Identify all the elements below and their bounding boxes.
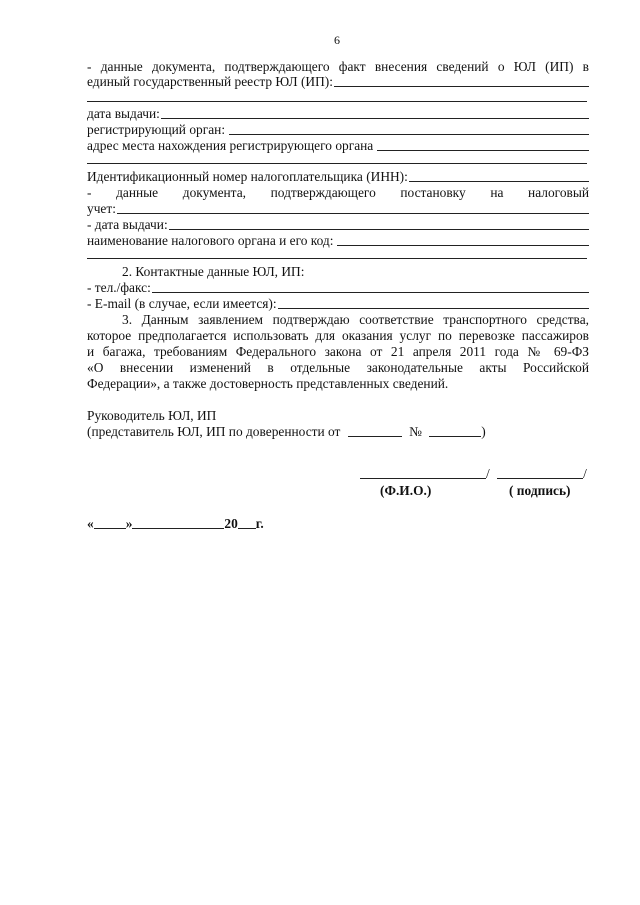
tax-issue-date-field[interactable] <box>169 229 589 230</box>
representative-close: ) <box>481 424 486 439</box>
registry-doc-field[interactable] <box>334 86 589 87</box>
signature-field[interactable] <box>497 478 583 479</box>
year-suffix: г. <box>255 516 264 531</box>
statement-line2: которое предполагается использовать для оказания услуг по перевозке пассажиров <box>87 328 589 343</box>
fio-caption: (Ф.И.О.) <box>380 483 432 498</box>
reg-address-label: адрес места нахождения регистрирующего органа <box>87 138 374 153</box>
reg-authority-row <box>87 123 589 136</box>
proxy-date-field[interactable] <box>348 436 402 437</box>
statement-line4: «О внесении изменений в отдельные законодательные акты Российской <box>87 360 589 375</box>
number-sign: № <box>409 424 422 439</box>
reg-authority-label: регистрирующий орган: <box>87 122 226 137</box>
statement-line5: Федерации», а также достоверность представленных сведений. <box>87 376 449 391</box>
email-label: - E-mail (в случае, если имеется): <box>87 296 277 311</box>
signature-head: Руководитель ЮЛ, ИП <box>87 408 217 423</box>
phone-field[interactable] <box>152 292 589 293</box>
inn-field[interactable] <box>409 181 589 182</box>
statement-line3: и багажа, требованиям Федерального закона от 21 апреля 2011 года № 69-ФЗ <box>87 344 589 359</box>
reg-address-extra-line[interactable] <box>87 163 587 164</box>
tax-authority-field[interactable] <box>337 245 589 246</box>
registry-doc-label: единый государственный реестр ЮЛ (ИП): <box>87 74 333 89</box>
day-field[interactable] <box>94 528 126 529</box>
year-prefix: 20 <box>224 516 238 531</box>
tax-authority-row <box>87 234 589 247</box>
page-number: 6 <box>334 33 340 47</box>
month-field[interactable] <box>132 528 224 529</box>
tax-issue-date-row <box>87 218 589 231</box>
registry-doc-row <box>87 75 589 88</box>
tax-doc-line1: - данные документа, подтверждающего постановку на налоговый <box>87 185 589 200</box>
open-quote: « <box>87 516 94 531</box>
signature-caption: ( подпись) <box>509 483 571 498</box>
signature-fields <box>360 467 587 480</box>
close-quote: » <box>125 516 133 531</box>
issue-date-label: дата выдачи: <box>87 106 160 121</box>
statement-line1: 3. Данным заявлением подтверждаю соответствие транспортного средства, <box>122 312 589 327</box>
fio-field[interactable] <box>360 478 486 479</box>
tax-authority-label: наименование налогового органа и его код: <box>87 233 334 248</box>
reg-address-row <box>87 139 589 152</box>
tax-issue-date-label: - дата выдачи: <box>87 217 168 232</box>
inn-row <box>87 170 589 183</box>
representative-label: (представитель ЮЛ, ИП по доверенности от <box>87 424 341 439</box>
tax-doc-row <box>87 202 589 215</box>
representative-line <box>87 425 486 438</box>
proxy-number-field[interactable] <box>429 436 481 437</box>
slash-1: / <box>486 466 490 481</box>
email-field[interactable] <box>278 308 589 309</box>
contacts-heading: 2. Контактные данные ЮЛ, ИП: <box>122 264 305 279</box>
slash-2: / <box>583 466 587 481</box>
issue-date-row <box>87 107 589 120</box>
date-line <box>87 517 264 530</box>
email-row <box>87 297 589 310</box>
issue-date-field[interactable] <box>161 118 589 119</box>
tax-doc-label: учет: <box>87 201 116 216</box>
registry-doc-line1: - данные документа, подтверждающего факт внесения сведений о ЮЛ (ИП) в <box>87 59 589 74</box>
year-field[interactable] <box>238 528 256 529</box>
inn-label: Идентификационный номер налогоплательщика (ИНН): <box>87 169 408 184</box>
registry-doc-extra-line[interactable] <box>87 101 587 102</box>
tax-authority-extra-line[interactable] <box>87 258 587 259</box>
tax-doc-field[interactable] <box>117 213 589 214</box>
phone-row <box>87 281 589 294</box>
reg-address-field[interactable] <box>377 150 589 151</box>
phone-label: - тел./факс: <box>87 280 151 295</box>
reg-authority-field[interactable] <box>229 134 589 135</box>
